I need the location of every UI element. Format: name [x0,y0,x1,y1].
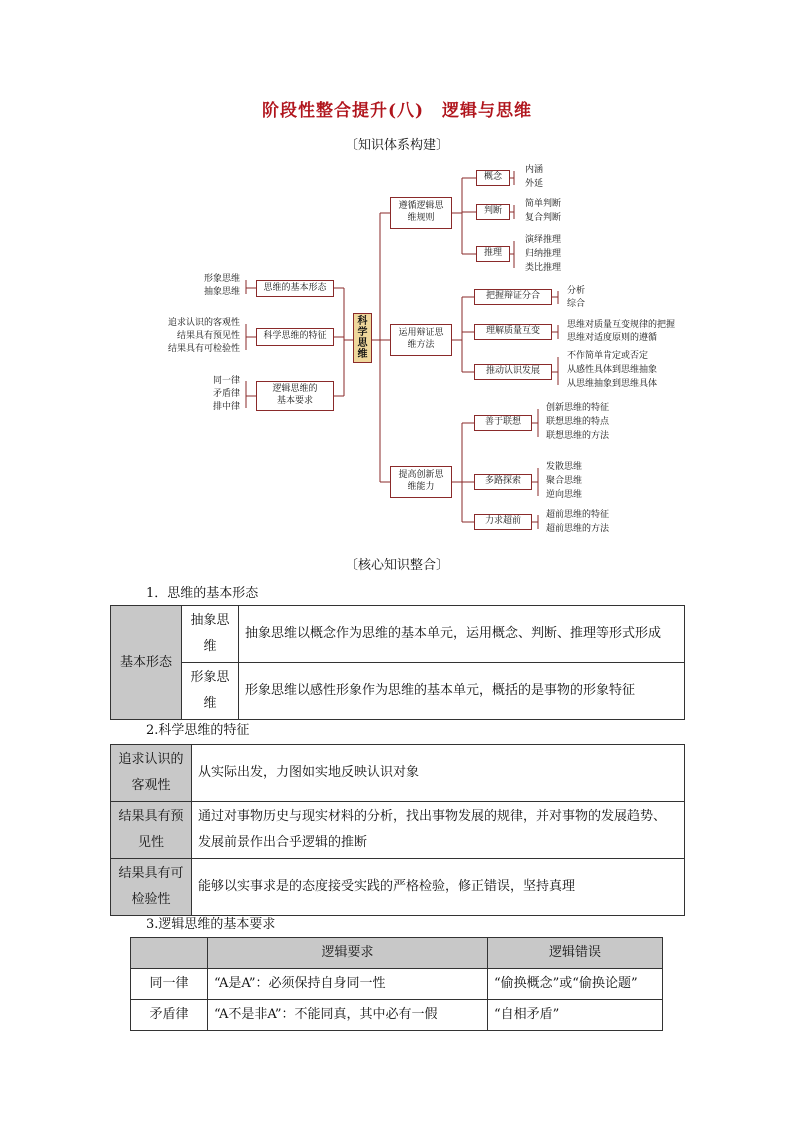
leaf-label: 类比推理 [525,263,562,273]
table-key-cell: 矛盾律 [131,1000,208,1031]
leaf-label: 综合 [567,299,586,309]
section1-heading: 1．思维的基本形态 [146,586,259,601]
node-sci-features: 科学思维的特征 [256,328,334,346]
leaf-label: 矛盾律 [212,389,240,399]
node-follow-logic: 遵循逻辑思维规则 [390,197,452,229]
leaf-label: 从感性具体到思维抽象 [567,365,658,375]
table-header-cell: 逻辑错误 [488,938,663,969]
node-dialectic: 运用辩证思维方法 [390,324,452,356]
node-dialectic-split: 把握辩证分合 [474,289,552,305]
table-value-cell: 抽象思维以概念作为思维的基本单元，运用概念、判断、推理等形式形成 [239,606,685,663]
leaf-label: 聚合思维 [546,476,583,486]
mindmap-center: 科学思维 [353,313,372,363]
leaf-label: 联想思维的方法 [546,431,610,441]
table-basic-forms [110,605,685,720]
leaf-label: 外延 [525,179,544,189]
table-header-cell [131,938,208,969]
node-basic-forms: 思维的基本形态 [256,280,334,297]
leaf-label: 不作简单肯定或否定 [567,351,649,361]
leaf-label: 结果具有可检验性 [167,344,240,354]
leaf-label: 归纳推理 [525,249,562,259]
leaf-label: 创新思维的特征 [546,403,610,413]
node-multi-path: 多路探索 [474,474,532,490]
table-key-cell: 追求认识的客观性 [111,745,192,802]
leaf-label: 从思维抽象到思维具体 [567,379,658,389]
leaf-label: 内涵 [525,165,544,175]
table-key-cell: 结果具有预见性 [111,802,192,859]
table-value-cell: 通过对事物历史与现实材料的分析，找出事物发展的规律，并对事物的发展趋势、发展前景作出合乎逻辑的推断 [192,802,685,859]
leaf-label: 结果具有预见性 [176,331,240,341]
table-logic-requirements [130,937,663,1031]
node-innovation: 提高创新思维能力 [390,466,452,498]
leaf-label: 追求认识的客观性 [167,318,240,328]
table-value-cell: 形象思维以感性形象作为思维的基本单元，概括的是事物的形象特征 [239,663,685,720]
table-key-cell: 抽象思维 [182,606,239,663]
node-inference: 推理 [476,246,510,262]
table-key-cell: 同一律 [131,969,208,1000]
section3-heading: 3.逻辑思维的基本要求 [146,917,276,932]
section2-heading: 2.科学思维的特征 [146,723,250,738]
table-value-cell: “偷换概念”或“偷换论题” [488,969,663,1000]
leaf-label: 思维对适度原则的遵循 [567,333,658,343]
leaf-label: 联想思维的特点 [546,417,610,427]
node-quality-change: 理解质量互变 [474,324,552,340]
page-title: 阶段性整合提升(八) 逻辑与思维 [261,101,533,121]
subtitle-structure: 〔知识体系构建〕 [344,138,449,153]
node-logic-requirements: 逻辑思维的基本要求 [256,381,334,411]
leaf-label: 思维对质量互变规律的把握 [567,320,676,330]
table-header-cell: 逻辑要求 [208,938,488,969]
node-concept: 概念 [476,170,510,186]
table-group-cell: 基本形态 [111,606,182,720]
leaf-label: 形象思维 [203,274,240,284]
node-advance-knowledge: 推动认识发展 [474,364,552,380]
node-association: 善于联想 [474,415,532,431]
leaf-label: 超前思维的方法 [546,524,610,534]
table-value-cell: 从实际出发，力图如实地反映认识对象 [192,745,685,802]
table-value-cell: “A是A”：必须保持自身同一性 [208,969,488,1000]
table-value-cell: “A不是非A”：不能同真，其中必有一假 [208,1000,488,1031]
leaf-label: 简单判断 [525,199,562,209]
subtitle-core: 〔核心知识整合〕 [344,558,449,573]
table-value-cell: “自相矛盾” [488,1000,663,1031]
leaf-label: 排中律 [212,402,240,412]
leaf-label: 发散思维 [546,462,583,472]
leaf-label: 抽象思维 [203,287,240,297]
node-judgment: 判断 [476,204,510,220]
table-sci-features [110,744,685,916]
table-key-cell: 形象思维 [182,663,239,720]
leaf-label: 演绎推理 [525,235,562,245]
leaf-label: 超前思维的特征 [546,510,610,520]
leaf-label: 复合判断 [525,213,562,223]
leaf-label: 逆向思维 [546,490,583,500]
table-value-cell: 能够以实事求是的态度接受实践的严格检验，修正错误，坚持真理 [192,859,685,916]
node-ahead: 力求超前 [474,514,532,530]
leaf-label: 分析 [567,286,586,296]
table-key-cell: 结果具有可检验性 [111,859,192,916]
leaf-label: 同一律 [212,376,240,386]
